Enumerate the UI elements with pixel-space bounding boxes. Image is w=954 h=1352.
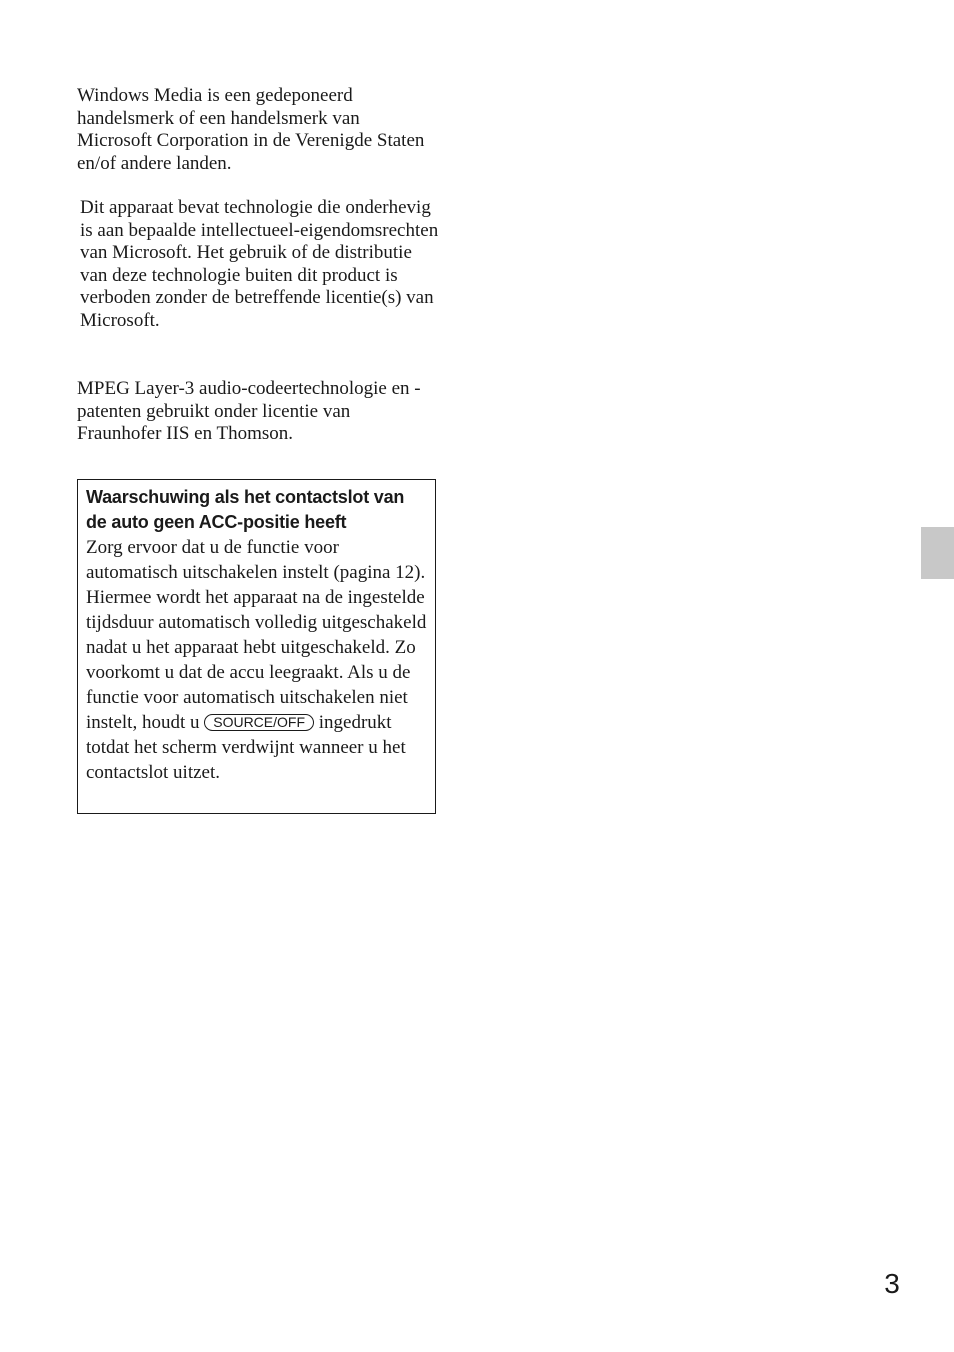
mpeg-paragraph: MPEG Layer-3 audio-codeertechnologie en -patenten gebruikt onder licentie van Fraunhofer IIS en Thomson.: [77, 378, 421, 445]
page-number: 3: [884, 1268, 900, 1299]
warning-body-text: Zorg ervoor dat u de functie voor automatisch uitschakelen instelt (pagina 12). Hiermee wordt het apparaat na de ingestelde tijdsduur automatisch volledig uitgeschakeld nadat u het apparaat hebt uitgeschakeld. Zo voorkomt u dat de accu leegraakt. Als u de functie voor automatisch uitschakelen niet instelt, houdt u: [86, 537, 427, 733]
technology-paragraph: Dit apparaat bevat technologie die onderhevig is aan bepaalde intellectueel-eigendomsrechten van Microsoft. Het gebruik of de distributie van deze technologie buiten dit product is verboden zonder de betreffende licentie(s) van Microsoft.: [80, 197, 439, 331]
section-tab-marker: [921, 527, 954, 579]
trademark-paragraph: Windows Media is een gedeponeerd handelsmerk of een handelsmerk van Microsoft Corporation in de Verenigde Staten en/of andere landen.: [77, 85, 425, 174]
warning-box: [77, 479, 436, 814]
source-off-key: SOURCE/OFF: [204, 714, 314, 731]
warning-title: Waarschuwing als het contactslot van de auto geen ACC-positie heeft: [86, 487, 405, 532]
warning-body-text-end: ingedrukt totdat het scherm verdwijnt wanneer u het contactslot uitzet.: [86, 712, 406, 783]
warning-body: [86, 535, 427, 785]
